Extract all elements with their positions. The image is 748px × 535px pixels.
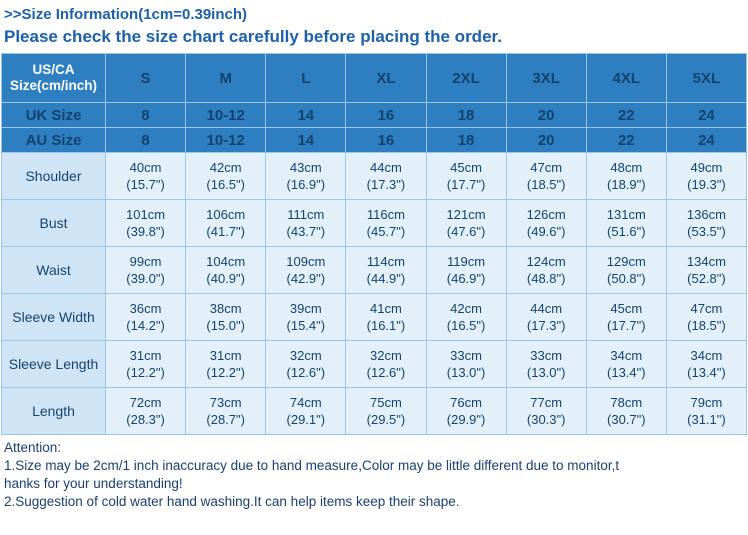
measurement-cell bbox=[186, 294, 266, 341]
uk-size-cell: 10-12 bbox=[186, 103, 266, 128]
measurement-cell bbox=[506, 341, 586, 388]
measurement-cell bbox=[186, 388, 266, 435]
au-size-label: AU Size bbox=[2, 128, 106, 153]
table-row bbox=[2, 247, 747, 294]
measurement-cm: 33cm bbox=[530, 348, 563, 363]
measurement-cm: 124cm bbox=[526, 254, 566, 269]
size-header-cell: 5XL bbox=[666, 54, 746, 103]
measurement-cm: 99cm bbox=[129, 254, 162, 269]
measurement-inch: (12.6") bbox=[286, 365, 326, 380]
measurement-label: Bust bbox=[2, 200, 106, 247]
measurement-cell bbox=[266, 200, 346, 247]
uk-size-row bbox=[2, 103, 747, 128]
au-size-cell: 18 bbox=[426, 128, 506, 153]
au-size-cell: 14 bbox=[266, 128, 346, 153]
measurement-cm: 42cm bbox=[450, 301, 482, 316]
measurement-inch: (16.9") bbox=[286, 177, 326, 192]
uk-size-cell: 22 bbox=[586, 103, 666, 128]
measurement-cell bbox=[266, 341, 346, 388]
measurement-cm: 104cm bbox=[206, 254, 246, 269]
measurement-cell bbox=[426, 153, 506, 200]
measurement-cm: 72cm bbox=[129, 395, 162, 410]
table-row bbox=[2, 294, 747, 341]
measurement-cell bbox=[666, 294, 746, 341]
au-size-row bbox=[2, 128, 747, 153]
measurement-cm: 101cm bbox=[126, 207, 166, 222]
measurement-cell bbox=[666, 200, 746, 247]
measurement-label: Sleeve Length bbox=[2, 341, 106, 388]
measurement-cell bbox=[426, 247, 506, 294]
measurement-inch: (16.1") bbox=[366, 318, 406, 333]
measurement-cm: 39cm bbox=[289, 301, 322, 316]
corner-label-line2: Size(cm/inch) bbox=[9, 78, 98, 93]
measurement-inch: (13.4") bbox=[607, 365, 646, 380]
measurement-cm: 49cm bbox=[690, 160, 723, 175]
measurement-cell bbox=[346, 388, 426, 435]
measurement-inch: (18.9") bbox=[607, 177, 646, 192]
size-info-heading: >>Size Information(1cm=0.39inch) bbox=[4, 6, 247, 23]
measurement-cm: 109cm bbox=[286, 254, 326, 269]
measurement-inch: (18.5") bbox=[526, 177, 566, 192]
measurement-cm: 114cm bbox=[366, 254, 405, 269]
measurement-cell bbox=[346, 200, 426, 247]
measurement-inch: (48.8") bbox=[526, 271, 566, 286]
size-header-cell: 4XL bbox=[586, 54, 666, 103]
measurement-cm: 32cm bbox=[370, 348, 402, 363]
measurement-inch: (13.0") bbox=[526, 365, 566, 380]
table-row bbox=[2, 200, 747, 247]
measurement-cm: 73cm bbox=[209, 395, 242, 410]
measurement-inch: (15.0") bbox=[206, 318, 245, 333]
measurement-cell bbox=[186, 247, 266, 294]
measurement-inch: (52.8") bbox=[687, 271, 726, 286]
au-size-cell: 20 bbox=[506, 128, 586, 153]
size-header-cell: L bbox=[266, 54, 346, 103]
measurement-inch: (16.5") bbox=[206, 177, 245, 192]
table-row bbox=[2, 341, 747, 388]
measurement-inch: (12.2") bbox=[206, 365, 245, 380]
measurement-cell bbox=[666, 341, 746, 388]
measurement-cm: 44cm bbox=[530, 301, 563, 316]
size-header-cell: 3XL bbox=[506, 54, 586, 103]
measurement-cell bbox=[106, 341, 186, 388]
measurement-inch: (15.4") bbox=[286, 318, 326, 333]
measurement-inch: (45.7") bbox=[366, 224, 406, 239]
measurement-cm: 111cm bbox=[287, 207, 325, 222]
au-size-cell: 22 bbox=[586, 128, 666, 153]
measurement-label: Shoulder bbox=[2, 153, 106, 200]
measurement-cell bbox=[666, 153, 746, 200]
measurement-cm: 116cm bbox=[366, 207, 405, 222]
measurement-cm: 42cm bbox=[209, 160, 242, 175]
measurement-cell bbox=[426, 388, 506, 435]
au-size-cell: 10-12 bbox=[186, 128, 266, 153]
measurement-cell bbox=[346, 341, 426, 388]
measurement-cell bbox=[266, 153, 346, 200]
measurement-cell bbox=[586, 200, 666, 247]
measurement-cm: 36cm bbox=[129, 301, 162, 316]
measurement-cm: 34cm bbox=[610, 348, 643, 363]
size-header-cell: S bbox=[106, 54, 186, 103]
measurement-inch: (46.9") bbox=[446, 271, 486, 286]
measurement-cell bbox=[106, 388, 186, 435]
measurement-cm: 32cm bbox=[289, 348, 322, 363]
size-header-cell: XL bbox=[346, 54, 426, 103]
measurement-inch: (44.9") bbox=[366, 271, 406, 286]
measurement-inch: (43.7") bbox=[286, 224, 326, 239]
measurement-cm: 76cm bbox=[450, 395, 482, 410]
measurement-cell bbox=[106, 153, 186, 200]
measurement-inch: (18.5") bbox=[687, 318, 726, 333]
attention-label: Attention: bbox=[4, 440, 62, 455]
note-measure-accuracy: 1.Size may be 2cm/1 inch inaccuracy due to hand measure,Color may be little different due to monitor,t bbox=[4, 458, 620, 473]
measurement-inch: (47.6") bbox=[446, 224, 486, 239]
measurement-cell bbox=[186, 341, 266, 388]
measurement-inch: (17.3") bbox=[526, 318, 566, 333]
measurement-cm: 31cm bbox=[209, 348, 242, 363]
measurement-cell bbox=[506, 388, 586, 435]
au-size-cell: 8 bbox=[106, 128, 186, 153]
size-header-cell: M bbox=[186, 54, 266, 103]
measurement-cm: 47cm bbox=[530, 160, 563, 175]
au-size-cell: 24 bbox=[666, 128, 746, 153]
measurement-cm: 119cm bbox=[447, 254, 486, 269]
measurement-cm: 43cm bbox=[289, 160, 322, 175]
measurement-inch: (51.6") bbox=[607, 224, 646, 239]
measurement-label: Waist bbox=[2, 247, 106, 294]
measurement-cm: 45cm bbox=[610, 301, 643, 316]
measurement-cm: 126cm bbox=[526, 207, 566, 222]
uk-size-cell: 14 bbox=[266, 103, 346, 128]
measurement-inch: (17.3") bbox=[366, 177, 406, 192]
measurement-inch: (29.1") bbox=[286, 412, 326, 427]
measurement-cell bbox=[346, 294, 426, 341]
size-check-notice: Please check the size chart carefully before placing the order. bbox=[4, 27, 502, 46]
measurement-inch: (13.0") bbox=[446, 365, 486, 380]
au-size-cell: 16 bbox=[346, 128, 426, 153]
measurement-cm: 74cm bbox=[289, 395, 322, 410]
measurement-cm: 79cm bbox=[690, 395, 723, 410]
uk-size-cell: 18 bbox=[426, 103, 506, 128]
note-washing: 2.Suggestion of cold water hand washing.It can help items keep their shape. bbox=[4, 494, 460, 509]
measurement-label: Length bbox=[2, 388, 106, 435]
uk-size-cell: 20 bbox=[506, 103, 586, 128]
measurement-cm: 45cm bbox=[450, 160, 482, 175]
measurement-inch: (39.8") bbox=[126, 224, 165, 239]
measurement-cell bbox=[666, 388, 746, 435]
measurement-cm: 75cm bbox=[370, 395, 402, 410]
measurement-cell bbox=[346, 247, 426, 294]
measurement-cm: 106cm bbox=[206, 207, 246, 222]
uk-size-cell: 16 bbox=[346, 103, 426, 128]
measurement-cm: 121cm bbox=[446, 207, 486, 222]
measurement-cell bbox=[186, 200, 266, 247]
measurement-cell bbox=[586, 153, 666, 200]
measurement-cell bbox=[586, 341, 666, 388]
measurement-cm: 77cm bbox=[530, 395, 563, 410]
measurement-inch: (42.9") bbox=[286, 271, 326, 286]
measurement-cell bbox=[586, 247, 666, 294]
measurement-inch: (13.4") bbox=[687, 365, 726, 380]
measurement-inch: (40.9") bbox=[206, 271, 245, 286]
measurement-cell bbox=[506, 247, 586, 294]
measurement-cell bbox=[426, 294, 506, 341]
measurement-inch: (53.5") bbox=[687, 224, 726, 239]
measurement-cell bbox=[586, 388, 666, 435]
measurement-cm: 40cm bbox=[129, 160, 162, 175]
measurement-cell bbox=[666, 247, 746, 294]
measurement-inch: (14.2") bbox=[126, 318, 165, 333]
measurement-cell bbox=[266, 388, 346, 435]
measurement-cell bbox=[266, 294, 346, 341]
measurement-cm: 31cm bbox=[129, 348, 162, 363]
measurement-cm: 41cm bbox=[370, 301, 402, 316]
measurement-cell bbox=[506, 153, 586, 200]
footer-notes bbox=[0, 435, 748, 510]
corner-label-line1: US/CA bbox=[32, 62, 75, 77]
measurement-cell bbox=[106, 294, 186, 341]
measurement-inch: (29.5") bbox=[366, 412, 406, 427]
measurement-cell bbox=[506, 294, 586, 341]
measurement-cm: 47cm bbox=[690, 301, 723, 316]
measurement-inch: (12.6") bbox=[366, 365, 406, 380]
measurement-cm: 44cm bbox=[370, 160, 402, 175]
measurement-cm: 129cm bbox=[606, 254, 646, 269]
measurement-cm: 131cm bbox=[606, 207, 646, 222]
measurement-cm: 38cm bbox=[209, 301, 242, 316]
measurement-inch: (19.3") bbox=[687, 177, 726, 192]
measurement-cell bbox=[426, 200, 506, 247]
table-row bbox=[2, 153, 747, 200]
measurement-cm: 78cm bbox=[610, 395, 643, 410]
measurement-inch: (15.7") bbox=[126, 177, 165, 192]
measurement-cell bbox=[426, 341, 506, 388]
measurement-inch: (30.3") bbox=[526, 412, 566, 427]
measurement-inch: (17.7") bbox=[607, 318, 646, 333]
table-row bbox=[2, 388, 747, 435]
measurement-inch: (17.7") bbox=[446, 177, 486, 192]
uk-size-label: UK Size bbox=[2, 103, 106, 128]
measurement-cell bbox=[186, 153, 266, 200]
size-chart-table bbox=[1, 53, 747, 435]
measurement-inch: (41.7") bbox=[206, 224, 245, 239]
measurement-inch: (31.1") bbox=[687, 412, 726, 427]
measurement-inch: (29.9") bbox=[446, 412, 486, 427]
note-measure-accuracy-cont: hanks for your understanding! bbox=[4, 476, 183, 491]
measurement-cm: 134cm bbox=[686, 254, 726, 269]
measurement-inch: (28.3") bbox=[126, 412, 165, 427]
measurement-cell bbox=[506, 200, 586, 247]
size-header-cell: 2XL bbox=[426, 54, 506, 103]
uk-size-cell: 8 bbox=[106, 103, 186, 128]
measurement-cm: 48cm bbox=[610, 160, 643, 175]
uk-size-cell: 24 bbox=[666, 103, 746, 128]
measurement-label: Sleeve Width bbox=[2, 294, 106, 341]
measurement-inch: (49.6") bbox=[526, 224, 566, 239]
table-header-row bbox=[2, 54, 747, 103]
measurement-inch: (39.0") bbox=[126, 271, 165, 286]
measurement-cell bbox=[346, 153, 426, 200]
measurement-cell bbox=[106, 247, 186, 294]
measurement-cell bbox=[586, 294, 666, 341]
corner-label bbox=[2, 54, 106, 103]
measurement-inch: (12.2") bbox=[126, 365, 165, 380]
measurement-inch: (30.7") bbox=[607, 412, 646, 427]
measurement-inch: (28.7") bbox=[206, 412, 245, 427]
measurement-cell bbox=[266, 247, 346, 294]
measurement-cm: 34cm bbox=[690, 348, 723, 363]
measurement-cm: 33cm bbox=[450, 348, 482, 363]
measurement-inch: (50.8") bbox=[607, 271, 646, 286]
measurement-cm: 136cm bbox=[686, 207, 726, 222]
measurement-cell bbox=[106, 200, 186, 247]
measurement-inch: (16.5") bbox=[446, 318, 486, 333]
